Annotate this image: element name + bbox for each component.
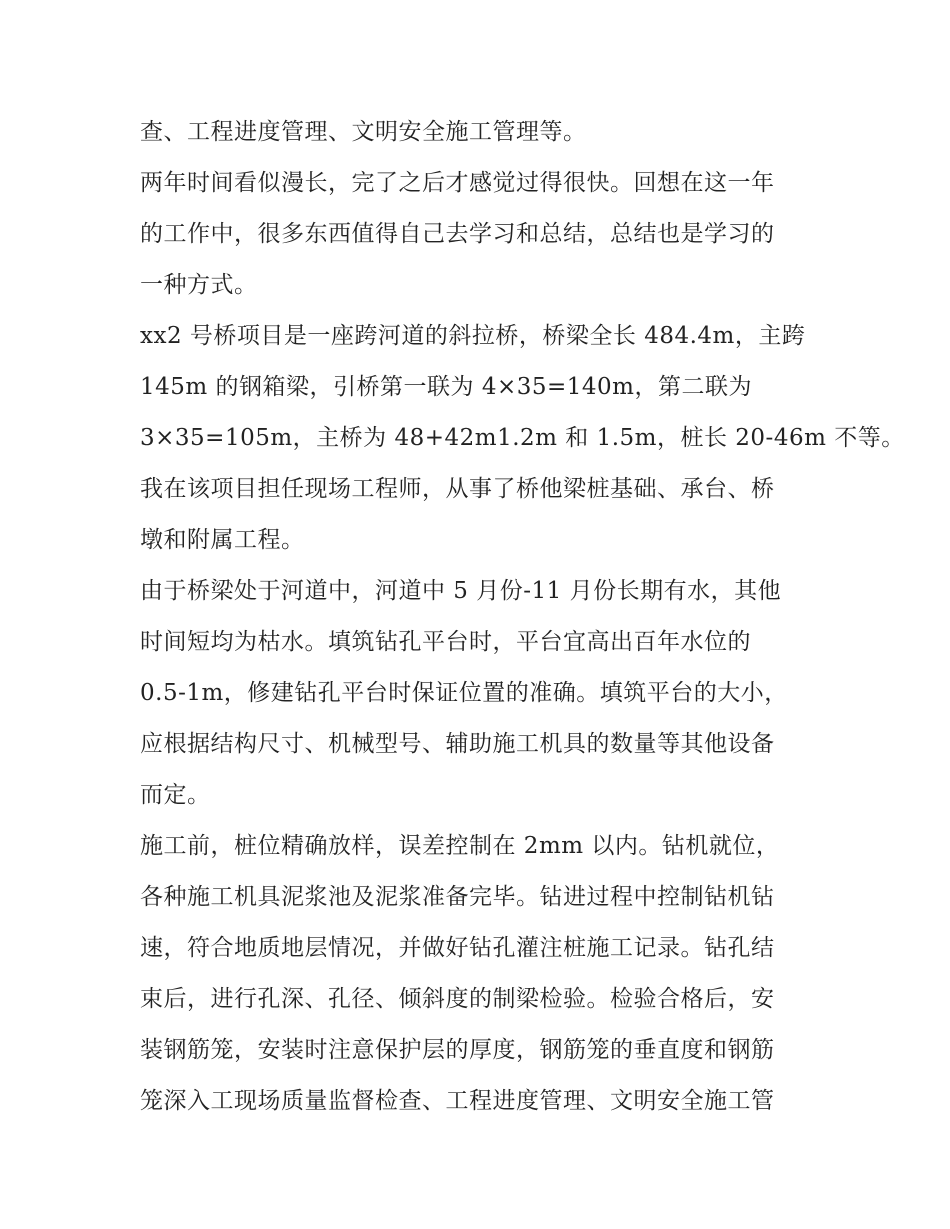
text-line: 3×35=105m，主桥为 48+42m1.2m 和 1.5m，桩长 20-46m 不等。	[140, 425, 905, 451]
text-line: 而定。	[140, 782, 211, 808]
text-line: 两年时间看似漫长，完了之后才感觉过得很快。回想在这一年	[140, 170, 775, 196]
text-line: 速，符合地质地层情况，并做好钻孔灌注桩施工记录。钻孔结	[140, 935, 775, 961]
text-line: 145m 的钢箱梁，引桥第一联为 4×35=140m，第二联为	[140, 374, 752, 400]
text-line: 束后，进行孔深、孔径、倾斜度的制梁检验。检验合格后，安	[140, 986, 775, 1012]
text-line: 时间短均为枯水。填筑钻孔平台时，平台宜高出百年水位的	[140, 629, 751, 655]
text-line: xx2 号桥项目是一座跨河道的斜拉桥，桥梁全长 484.4m，主跨	[140, 323, 806, 349]
text-line: 0.5-1m，修建钻孔平台时保证位置的准确。填筑平台的大小，	[140, 680, 788, 706]
document-body	[140, 107, 905, 1127]
text-line: 由于桥梁处于河道中，河道中 5 月份-11 月份长期有水，其他	[140, 578, 782, 604]
text-line: 我在该项目担任现场工程师，从事了桥他梁桩基础、承台、桥	[140, 476, 775, 502]
text-line: 应根据结构尺寸、机械型号、辅助施工机具的数量等其他设备	[140, 731, 775, 757]
text-line: 墩和附属工程。	[140, 527, 305, 553]
text-line: 各种施工机具泥浆池及泥浆准备完毕。钻进过程中控制钻机钻	[140, 884, 775, 910]
text-line: 一种方式。	[140, 272, 258, 298]
text-line: 装钢筋笼，安装时注意保护层的厚度，钢筋笼的垂直度和钢筋	[140, 1037, 775, 1063]
text-line: 查、工程进度管理、文明安全施工管理等。	[140, 119, 587, 145]
text-line: 的工作中，很多东西值得自己去学习和总结，总结也是学习的	[140, 221, 775, 247]
text-line: 笼深入工现场质量监督检查、工程进度管理、文明安全施工管	[140, 1088, 775, 1114]
text-line: 施工前，桩位精确放样，误差控制在 2mm 以内。钻机就位，	[140, 833, 780, 859]
